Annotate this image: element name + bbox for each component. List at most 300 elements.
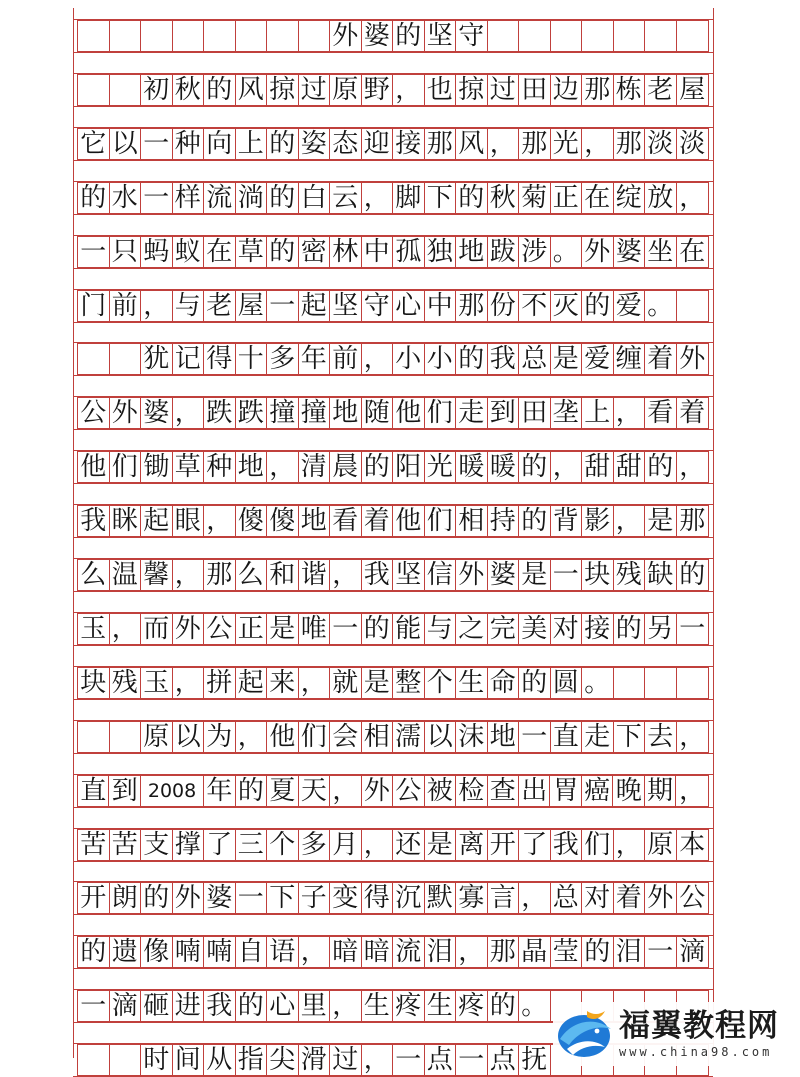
character: 总 xyxy=(521,344,548,374)
ruling-line xyxy=(73,537,713,538)
grid-cell xyxy=(582,668,614,698)
grid-cell xyxy=(236,668,268,698)
character: 着 xyxy=(615,883,642,913)
character: 外 xyxy=(332,21,359,51)
character: 我 xyxy=(363,560,390,590)
grid-cell xyxy=(78,1045,110,1075)
grid-cell xyxy=(582,722,614,752)
ruling-line xyxy=(73,375,713,376)
grid-cell xyxy=(488,560,520,590)
grid-cell xyxy=(519,452,551,482)
grid-cell xyxy=(677,614,709,644)
character: 抚 xyxy=(521,1045,548,1075)
character: 苦 xyxy=(80,830,107,860)
grid-cell xyxy=(362,883,394,913)
character: 残 xyxy=(111,668,138,698)
grid-cell xyxy=(236,291,268,321)
grid-cell xyxy=(425,776,456,806)
character: 走 xyxy=(458,398,485,428)
grid-cell xyxy=(78,452,110,482)
character: 与 xyxy=(174,291,201,321)
character: 语 xyxy=(269,937,296,967)
grid-cell xyxy=(110,1045,142,1075)
character: 开 xyxy=(80,883,107,913)
character: 点 xyxy=(489,1045,516,1075)
grid-cell xyxy=(236,75,268,105)
character: ， xyxy=(615,506,642,536)
grid-cell xyxy=(677,344,709,374)
character: 草 xyxy=(174,452,201,482)
character: 种 xyxy=(174,129,201,159)
character: 淌 xyxy=(237,183,264,213)
grid-cell xyxy=(645,75,677,105)
text-row xyxy=(77,236,709,268)
grid-cell xyxy=(78,506,110,536)
character: 我 xyxy=(489,344,516,374)
character: 的 xyxy=(269,129,296,159)
grid-cell xyxy=(299,883,331,913)
grid-cell xyxy=(425,452,457,482)
grid-cell xyxy=(78,830,110,860)
grid-cell xyxy=(299,506,331,536)
character: 跋 xyxy=(489,237,516,267)
grid-cell xyxy=(456,506,488,536)
character: 阳 xyxy=(395,452,422,482)
character: 馨 xyxy=(143,560,170,590)
text-row xyxy=(77,882,709,914)
grid-cell xyxy=(582,237,614,267)
grid-cell xyxy=(519,291,551,321)
grid-cell xyxy=(299,937,331,967)
character: 美 xyxy=(521,614,548,644)
character: 坚 xyxy=(332,291,359,321)
character: 那 xyxy=(426,129,453,159)
character: 风 xyxy=(458,129,485,159)
grid-cell xyxy=(204,75,236,105)
grid-cell xyxy=(425,830,457,860)
character: 默 xyxy=(426,883,453,913)
character: 像 xyxy=(143,937,170,967)
character: 滑 xyxy=(300,1045,327,1075)
grid-cell xyxy=(551,129,583,159)
text-row xyxy=(77,721,709,753)
character: 他 xyxy=(395,398,422,428)
grid-cell xyxy=(519,883,551,913)
grid-cell xyxy=(362,183,394,213)
character: 离 xyxy=(458,830,485,860)
character: 外 xyxy=(174,883,201,913)
grid-cell xyxy=(78,560,110,590)
grid-cell xyxy=(330,183,362,213)
grid-cell xyxy=(141,776,204,806)
character: 那 xyxy=(489,937,516,967)
grid-cell xyxy=(362,614,394,644)
character: 放 xyxy=(647,183,674,213)
character: 的 xyxy=(363,614,390,644)
character: 的 xyxy=(647,452,674,482)
character: ， xyxy=(174,668,201,698)
character: 个 xyxy=(426,668,453,698)
character: 林 xyxy=(332,237,359,267)
grid-cell xyxy=(204,991,236,1021)
character: ， xyxy=(552,452,579,482)
text-row xyxy=(77,505,709,537)
character: 背 xyxy=(552,506,579,536)
grid-cell xyxy=(582,883,614,913)
grid-cell xyxy=(78,237,110,267)
grid-cell xyxy=(267,1045,299,1075)
grid-cell xyxy=(614,614,646,644)
character: 玉 xyxy=(80,614,107,644)
grid-cell xyxy=(393,129,425,159)
grid-cell xyxy=(78,722,110,752)
character: 块 xyxy=(80,668,107,698)
character: 相 xyxy=(458,506,485,536)
grid-cell xyxy=(173,291,205,321)
character: 样 xyxy=(174,183,201,213)
character: 么 xyxy=(80,560,107,590)
grid-cell xyxy=(645,129,677,159)
grid-cell xyxy=(614,291,646,321)
text-row xyxy=(77,74,709,106)
grid-cell xyxy=(456,614,488,644)
character: 光 xyxy=(552,129,579,159)
character: 锄 xyxy=(143,452,170,482)
grid-cell xyxy=(551,344,583,374)
character: 苦 xyxy=(111,830,138,860)
grid-cell xyxy=(236,129,268,159)
character: 。 xyxy=(521,991,548,1021)
grid-cell xyxy=(236,344,268,374)
grid-cell xyxy=(204,237,236,267)
character: 相 xyxy=(363,722,390,752)
grid-cell xyxy=(330,883,362,913)
grid-cell xyxy=(141,1045,173,1075)
grid-cell xyxy=(141,830,173,860)
character: ， xyxy=(679,722,706,752)
grid-cell xyxy=(204,614,236,644)
character: 跌 xyxy=(206,398,233,428)
grid-cell xyxy=(488,614,520,644)
character: 是 xyxy=(521,560,548,590)
grid-cell xyxy=(236,991,268,1021)
ruling-line xyxy=(73,214,713,215)
character: 我 xyxy=(206,991,233,1021)
character: ， xyxy=(679,183,706,213)
grid-cell xyxy=(141,21,173,51)
character: 生 xyxy=(426,991,453,1021)
grid-cell xyxy=(582,614,614,644)
character: 水 xyxy=(111,183,138,213)
grid-cell xyxy=(173,560,205,590)
grid-cell xyxy=(582,75,614,105)
character: 的 xyxy=(615,614,642,644)
grid-cell xyxy=(204,722,236,752)
grid-cell xyxy=(110,991,142,1021)
grid-cell xyxy=(330,75,362,105)
grid-cell xyxy=(110,75,142,105)
grid-cell xyxy=(141,129,173,159)
character: 外 xyxy=(363,776,390,806)
grid-cell xyxy=(236,1045,268,1075)
grid-cell xyxy=(425,237,457,267)
grid-cell xyxy=(330,614,362,644)
character: 的 xyxy=(521,452,548,482)
watermark-brand: 福翼教程网 xyxy=(619,1008,779,1044)
character: 掠 xyxy=(458,75,485,105)
grid-cell xyxy=(330,830,362,860)
grid-cell xyxy=(519,614,551,644)
grid-cell xyxy=(362,452,394,482)
grid-cell xyxy=(236,937,268,967)
grid-cell xyxy=(362,991,394,1021)
grid-cell xyxy=(551,183,583,213)
grid-cell xyxy=(299,668,331,698)
character: 是 xyxy=(269,614,296,644)
grid-cell xyxy=(267,937,299,967)
grid-cell xyxy=(614,722,646,752)
character: 命 xyxy=(489,668,516,698)
grid-cell xyxy=(330,291,362,321)
grid-cell xyxy=(330,21,362,51)
grid-cell xyxy=(267,830,299,860)
character: 垄 xyxy=(552,398,579,428)
grid-cell xyxy=(551,21,583,51)
character: 对 xyxy=(552,614,579,644)
grid-cell xyxy=(236,237,268,267)
character: 影 xyxy=(584,506,611,536)
grid-cell xyxy=(393,75,425,105)
grid-cell xyxy=(677,129,709,159)
character: 了 xyxy=(206,830,233,860)
character: 一 xyxy=(552,560,579,590)
character: 夏 xyxy=(269,776,296,806)
character: ， xyxy=(395,75,422,105)
grid-cell xyxy=(204,21,236,51)
character: 么 xyxy=(237,560,264,590)
grid-cell xyxy=(519,560,551,590)
character: 淡 xyxy=(647,129,674,159)
character: 天 xyxy=(300,776,327,806)
grid-cell xyxy=(393,1045,425,1075)
character: 的 xyxy=(395,21,422,51)
grid-cell xyxy=(393,183,425,213)
grid-cell xyxy=(267,614,299,644)
character: 的 xyxy=(206,75,233,105)
character: 那 xyxy=(458,291,485,321)
grid-cell xyxy=(141,668,173,698)
grid-cell xyxy=(393,452,425,482)
character: 一 xyxy=(332,614,359,644)
grid-cell xyxy=(393,883,425,913)
grid-cell xyxy=(299,776,330,806)
grid-cell xyxy=(299,830,331,860)
character: 的 xyxy=(521,506,548,536)
grid-cell xyxy=(78,776,109,806)
character: 疼 xyxy=(395,991,422,1021)
grid-cell xyxy=(456,129,488,159)
character: 晶 xyxy=(521,937,548,967)
character: 是 xyxy=(647,506,674,536)
character: 菊 xyxy=(521,183,548,213)
grid-cell xyxy=(236,883,268,913)
character: ， xyxy=(363,344,390,374)
grid-cell xyxy=(141,614,173,644)
watermark xyxy=(553,1002,797,1066)
character: 进 xyxy=(174,991,201,1021)
grid-cell xyxy=(110,506,142,536)
character: ， xyxy=(269,452,296,482)
grid-cell xyxy=(236,183,268,213)
character: 婆 xyxy=(489,560,516,590)
grid-cell xyxy=(519,21,551,51)
grid-cell xyxy=(267,183,299,213)
character: 我 xyxy=(80,506,107,536)
grid-cell xyxy=(614,75,646,105)
text-row xyxy=(77,613,709,645)
grid-cell xyxy=(141,344,173,374)
character: 一 xyxy=(80,991,107,1021)
ruling-line xyxy=(73,861,713,862)
grid-cell xyxy=(204,506,236,536)
grid-cell xyxy=(173,1045,205,1075)
character: 地 xyxy=(332,398,359,428)
character: 会 xyxy=(332,722,359,752)
character: 光 xyxy=(426,452,453,482)
character: 守 xyxy=(363,291,390,321)
grid-cell xyxy=(330,937,362,967)
grid-cell xyxy=(488,237,520,267)
character: 走 xyxy=(584,722,611,752)
grid-cell xyxy=(614,506,646,536)
character: 到 xyxy=(111,776,138,806)
grid-cell xyxy=(141,75,173,105)
character: 地 xyxy=(300,506,327,536)
grid-cell xyxy=(236,452,268,482)
character: 初 xyxy=(143,75,170,105)
character: 眯 xyxy=(111,506,138,536)
grid-cell xyxy=(551,237,583,267)
character: 十 xyxy=(237,344,264,374)
grid-cell xyxy=(456,237,488,267)
character: 份 xyxy=(489,291,516,321)
watermark-text xyxy=(619,1009,779,1059)
character: ， xyxy=(489,129,516,159)
character: 以 xyxy=(174,722,201,752)
character: 地 xyxy=(458,237,485,267)
character: 另 xyxy=(647,614,674,644)
grid-cell xyxy=(519,344,551,374)
grid-cell xyxy=(677,237,709,267)
character: 跌 xyxy=(237,398,264,428)
grid-cell xyxy=(299,398,331,428)
character: 那 xyxy=(615,129,642,159)
character: 上 xyxy=(584,398,611,428)
grid-cell xyxy=(204,1045,236,1075)
grid-cell xyxy=(488,398,520,428)
grid-cell xyxy=(362,237,394,267)
grid-cell xyxy=(551,75,583,105)
grid-cell xyxy=(677,937,709,967)
grid-cell xyxy=(78,183,110,213)
grid-cell xyxy=(393,776,424,806)
character: 来 xyxy=(269,668,296,698)
character: 田 xyxy=(521,75,548,105)
grid-cell xyxy=(551,398,583,428)
character: 。 xyxy=(584,668,611,698)
grid-cell xyxy=(456,991,488,1021)
grid-cell xyxy=(204,398,236,428)
text-row xyxy=(77,182,709,214)
character: 撞 xyxy=(269,398,296,428)
character: 公 xyxy=(206,614,233,644)
grid-cell xyxy=(519,937,551,967)
grid-cell xyxy=(488,344,520,374)
grid-cell xyxy=(519,722,551,752)
grid-cell xyxy=(488,991,520,1021)
grid-cell xyxy=(330,452,362,482)
character: 屋 xyxy=(679,75,706,105)
character: 玉 xyxy=(143,668,170,698)
grid-cell xyxy=(110,398,142,428)
grid-cell xyxy=(425,560,457,590)
grid-cell xyxy=(488,668,520,698)
grid-cell xyxy=(236,776,267,806)
grid-cell xyxy=(173,237,205,267)
character: 那 xyxy=(206,560,233,590)
grid-cell xyxy=(267,344,299,374)
character: 三 xyxy=(237,830,264,860)
margin-line xyxy=(73,8,74,1058)
grid-cell xyxy=(299,1045,331,1075)
character: 边 xyxy=(552,75,579,105)
grid-cell xyxy=(267,237,299,267)
grid-cell xyxy=(173,506,205,536)
character: 不 xyxy=(521,291,548,321)
character: 云 xyxy=(332,183,359,213)
character: 直 xyxy=(552,722,579,752)
text-row xyxy=(77,936,709,968)
character: ， xyxy=(332,560,359,590)
character: 中 xyxy=(426,291,453,321)
grid-cell xyxy=(110,560,142,590)
character: 自 xyxy=(237,937,264,967)
grid-cell xyxy=(204,129,236,159)
character: 眼 xyxy=(174,506,201,536)
grid-cell xyxy=(173,452,205,482)
grid-cell xyxy=(204,937,236,967)
character: 心 xyxy=(269,991,296,1021)
ruling-line xyxy=(73,591,713,592)
character: 持 xyxy=(489,506,516,536)
grid-cell xyxy=(393,830,425,860)
grid-cell xyxy=(488,722,520,752)
grid-cell xyxy=(330,129,362,159)
grid-cell xyxy=(393,560,425,590)
character: 婆 xyxy=(363,21,390,51)
character: 的 xyxy=(269,183,296,213)
grid-cell xyxy=(488,506,520,536)
grid-cell xyxy=(614,183,646,213)
character: 婆 xyxy=(206,883,233,913)
grid-cell xyxy=(519,668,551,698)
grid-cell xyxy=(425,883,457,913)
character: 濡 xyxy=(395,722,422,752)
text-row xyxy=(77,829,709,861)
character: 。 xyxy=(552,237,579,267)
grid-cell xyxy=(236,830,268,860)
grid-cell xyxy=(425,21,457,51)
